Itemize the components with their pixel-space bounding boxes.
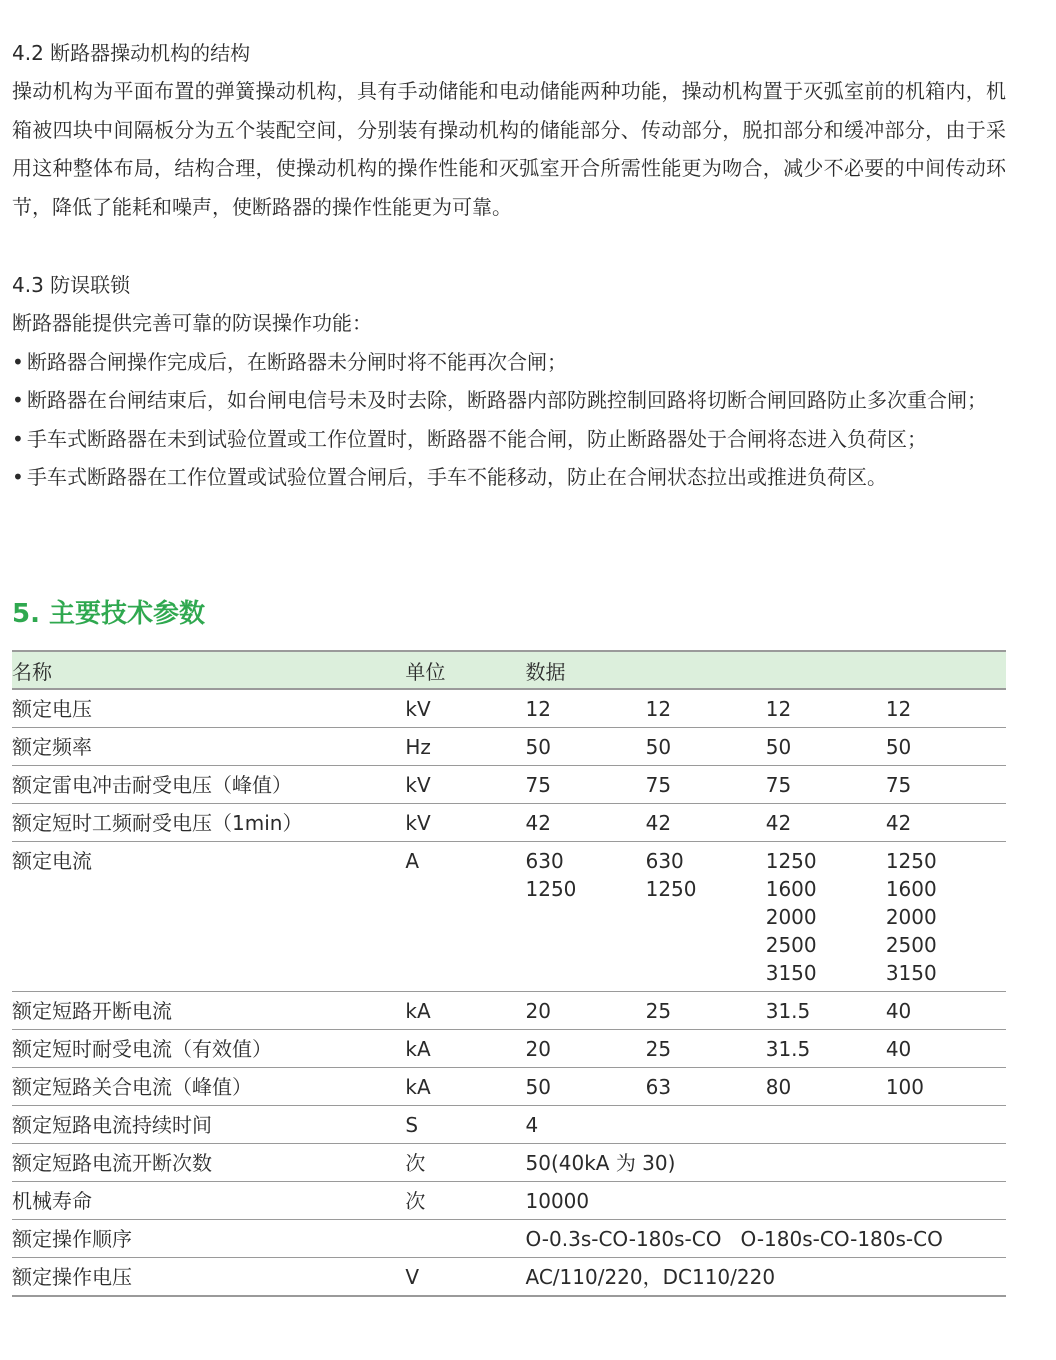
param-value: AC/110/220，DC110/220 (526, 1258, 1007, 1297)
document-body (12, 34, 1006, 497)
table-row (12, 1106, 1006, 1144)
section-4-2-heading: 4.2 断路器操动机构的结构 (12, 41, 251, 65)
param-value: 12 (886, 689, 1006, 728)
param-value: 63 (646, 1068, 766, 1106)
param-name: 额定短路电流开断次数 (12, 1144, 405, 1182)
param-value: 75 (766, 766, 886, 804)
param-unit: A (405, 842, 525, 992)
param-value: 40 (886, 992, 1006, 1030)
param-value: 12 (766, 689, 886, 728)
param-value: 4 (526, 1106, 1007, 1144)
param-unit: kA (405, 1068, 525, 1106)
param-value: 12 (646, 689, 766, 728)
table-row (12, 1220, 1006, 1258)
param-name: 额定短路关合电流（峰值） (12, 1068, 405, 1106)
param-unit (405, 1220, 525, 1258)
param-value: O-0.3s-CO-180s-CO O-180s-CO-180s-CO (526, 1220, 1007, 1258)
param-value: 50 (886, 728, 1006, 766)
param-unit: 次 (405, 1182, 525, 1220)
param-name: 额定短路电流持续时间 (12, 1106, 405, 1144)
param-value: 50 (526, 1068, 646, 1106)
param-unit: Hz (405, 728, 525, 766)
param-value: 42 (526, 804, 646, 842)
param-value: 50 (646, 728, 766, 766)
param-name: 额定操作顺序 (12, 1220, 405, 1258)
table-row (12, 689, 1006, 728)
section-4-3-intro: 断路器能提供完善可靠的防误操作功能： (12, 311, 372, 335)
bullet-dot-icon: • (12, 349, 24, 374)
bullet-dot-icon: • (12, 388, 24, 412)
param-unit: kA (405, 1030, 525, 1068)
table-row (12, 842, 1006, 992)
bullet-dot-icon: • (12, 465, 24, 489)
table-row (12, 728, 1006, 766)
list-item: • 手车式断路器在工作位置或试验位置合闸后，手车不能移动，防止在合闸状态拉出或推进负荷区。 (12, 458, 1006, 497)
param-value: 42 (886, 804, 1006, 842)
param-value: 1250 1600 2000 2500 3150 (766, 842, 886, 992)
param-unit: kA (405, 992, 525, 1030)
param-value: 100 (886, 1068, 1006, 1106)
table-header-row (12, 651, 1006, 689)
param-unit: kV (405, 804, 525, 842)
param-value: 42 (766, 804, 886, 842)
table-row (12, 1182, 1006, 1220)
param-value: 20 (526, 1030, 646, 1068)
param-name: 额定频率 (12, 728, 405, 766)
param-unit: V (405, 1258, 525, 1297)
param-unit: 次 (405, 1144, 525, 1182)
table-row (12, 1068, 1006, 1106)
list-item: • 手车式断路器在未到试验位置或工作位置时，断路器不能合闸，防止断路器处于合闸将态进入负荷区； (12, 420, 1006, 459)
param-value: 630 1250 (646, 842, 766, 992)
table-row (12, 1030, 1006, 1068)
param-value: 50(40kA 为 30) (526, 1144, 1007, 1182)
header-data: 数据 (526, 651, 1007, 689)
section-5-title: 5. 主要技术参数 (12, 599, 206, 629)
param-name: 额定操作电压 (12, 1258, 405, 1297)
param-value: 50 (526, 728, 646, 766)
param-name: 机械寿命 (12, 1182, 405, 1220)
section-4-2-body: 操动机构为平面布置的弹簧操动机构，具有手动储能和电动储能两种功能，操动机构置于灭弧室前的机箱内，机箱被四块中间隔板分为五个装配空间，分别装有操动机构的储能部分、传动部分，脱扣部分和缓冲部分，由于采用这种整体布局，结构合理，使操动机构的操作性能和灭弧室开合所需性能更为吻合，减少不必要的中间传动环节，降低了能耗和噪声，使断路器的操作性能更为可靠。 (12, 79, 1006, 219)
table-row (12, 1144, 1006, 1182)
param-unit: kV (405, 766, 525, 804)
param-name: 额定短时工频耐受电压（1min） (12, 804, 405, 842)
param-value: 12 (526, 689, 646, 728)
param-value: 31.5 (766, 1030, 886, 1068)
param-value: 75 (886, 766, 1006, 804)
section-4-3-heading: 4.3 防误联锁 (12, 273, 131, 297)
table-row (12, 804, 1006, 842)
param-value: 630 1250 (526, 842, 646, 992)
param-name: 额定电流 (12, 842, 405, 992)
param-value: 20 (526, 992, 646, 1030)
list-item: • 断路器在台闸结束后，如台闸电信号未及时去除，断路器内部防跳控制回路将切断合闸回路防止多次重合闸； (12, 381, 1006, 420)
param-value: 25 (646, 1030, 766, 1068)
param-unit: S (405, 1106, 525, 1144)
param-name: 额定短路开断电流 (12, 992, 405, 1030)
interlock-list (12, 343, 1006, 497)
param-value: 50 (766, 728, 886, 766)
table-row (12, 1258, 1006, 1297)
table-row (12, 766, 1006, 804)
param-value: 75 (646, 766, 766, 804)
param-name: 额定雷电冲击耐受电压（峰值） (12, 766, 405, 804)
param-value: 80 (766, 1068, 886, 1106)
list-item: • 断路器合闸操作完成后，在断路器未分闸时将不能再次合闸； (12, 343, 1006, 382)
param-value: 31.5 (766, 992, 886, 1030)
table-row (12, 992, 1006, 1030)
header-unit: 单位 (405, 651, 525, 689)
param-value: 25 (646, 992, 766, 1030)
param-value: 10000 (526, 1182, 1007, 1220)
param-value: 75 (526, 766, 646, 804)
bullet-dot-icon: • (12, 426, 24, 451)
param-unit: kV (405, 689, 525, 728)
param-value: 42 (646, 804, 766, 842)
technical-parameters-table (12, 650, 1006, 1297)
param-name: 额定短时耐受电流（有效值） (12, 1030, 405, 1068)
param-name: 额定电压 (12, 689, 405, 728)
header-name: 名称 (12, 651, 405, 689)
param-value: 1250 1600 2000 2500 3150 (886, 842, 1006, 992)
param-value: 40 (886, 1030, 1006, 1068)
